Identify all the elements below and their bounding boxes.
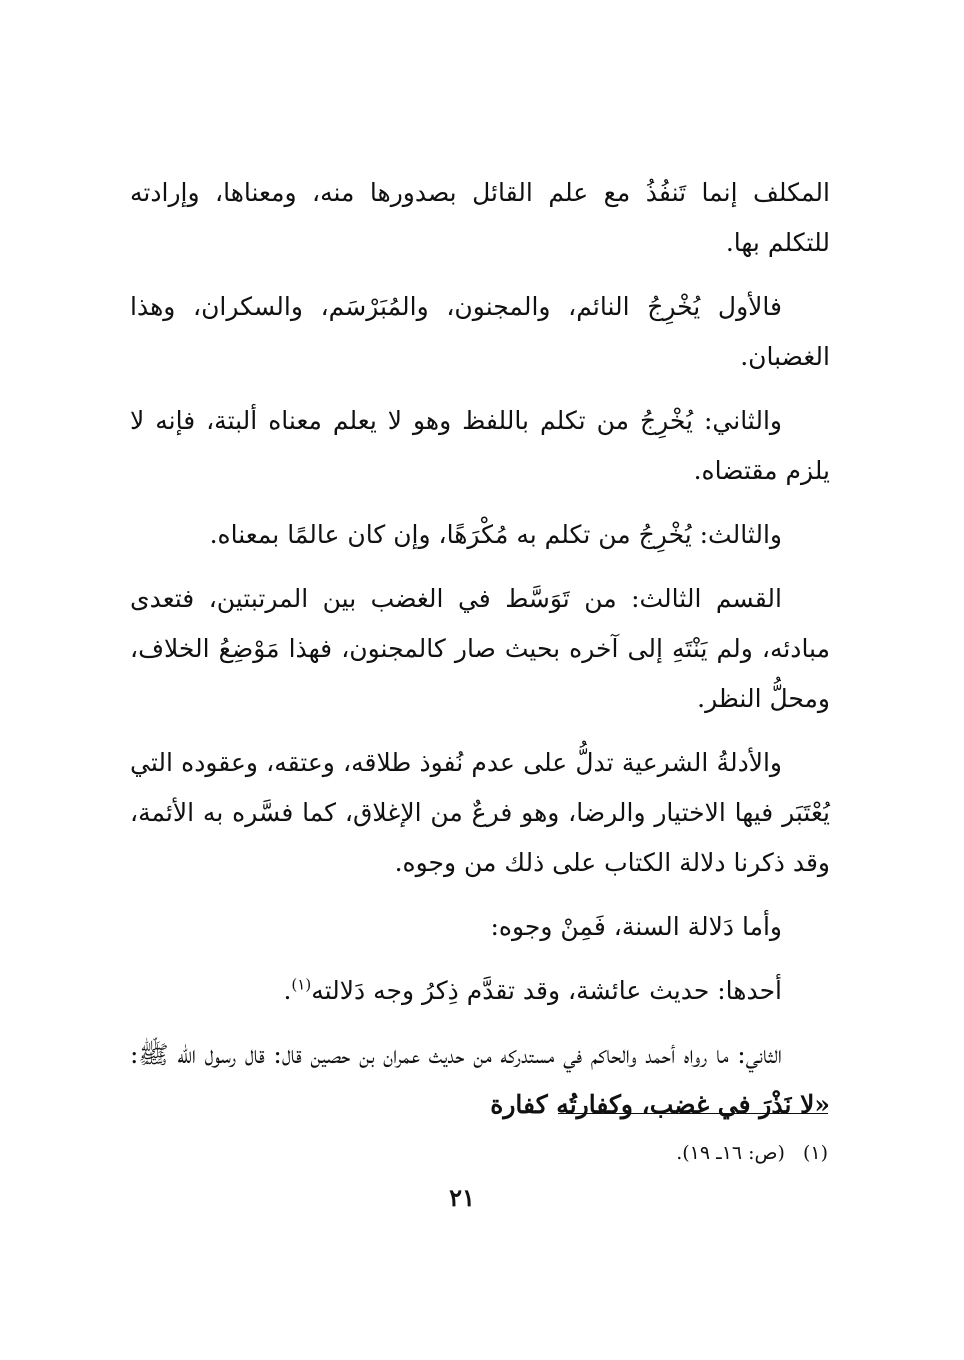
footnote-text: (ص: ١٦ـ ١٩). [676, 1142, 785, 1164]
paragraph-3: والثاني: يُخْرِجُ من تكلم باللفظ وهو لا يعلم معناه ألبتة، فإنه لا يلزم مقتضاه. [130, 406, 830, 485]
paragraph-1: المكلف إنما تَنفُذُ مع علم القائل بصدورها منه، ومعناها، وإرادته للتكلم بها. [130, 178, 830, 257]
paragraph-5: القسم الثالث: من تَوَسَّط في الغضب بين المرتبتين، فتعدى مبادئه، ولم يَنْتَهِ إلى آخره بحيث صار كالمجنون، فهذا مَوْضِعُ الخلاف، ومحلُّ النظر. [130, 584, 830, 713]
footnote-divider [558, 1113, 828, 1114]
paragraph-9 [130, 1030, 830, 1130]
footnote-reference[interactable]: (١) [291, 975, 312, 994]
page-number: ٢١ [449, 1183, 475, 1212]
paragraph-2: فالأول يُخْرِجُ النائم، والمجنون، والمُبَرْسَم، والسكران، وهذا الغضبان. [130, 292, 830, 371]
footnote-number: (١) [802, 1142, 828, 1164]
paragraph-4: والثالث: يُخْرِجُ من تكلم به مُكْرَهًا، وإن كان عالمًا بمعناه. [209, 520, 782, 549]
paragraph-8-text: أحدها: حديث عائشة، وقد تقدَّم ذِكرُ وجه دَلالته [311, 976, 782, 1005]
paragraph-8-end: . [283, 976, 292, 1005]
hadith-quote: «لا نَذْرَ في غضب، وكفارتُه كفارة [490, 1090, 830, 1119]
paragraph-9-text: الثاني: ما رواه أحمد والحاكم في مستدركه من حديث عمران بن حصين قال: قال رسول الله ﷺ: [130, 1040, 782, 1069]
paragraph-6: والأدلةُ الشرعية تدلُّ على عدم نُفوذ طلاقه، وعتقه، وعقوده التي يُعْتَبَر فيها الاختيار والرضا، وهو فرعٌ من الإغلاق، كما فسَّره به الأئمة، وقد ذكرنا دلالة الكتاب على ذلك من وجوه. [130, 748, 830, 877]
body-text [130, 168, 830, 1144]
paragraph-7: وأما دَلالة السنة، فَمِنْ وجوه: [490, 912, 782, 941]
paragraph-8 [130, 966, 830, 1016]
footnote [400, 1138, 828, 1168]
